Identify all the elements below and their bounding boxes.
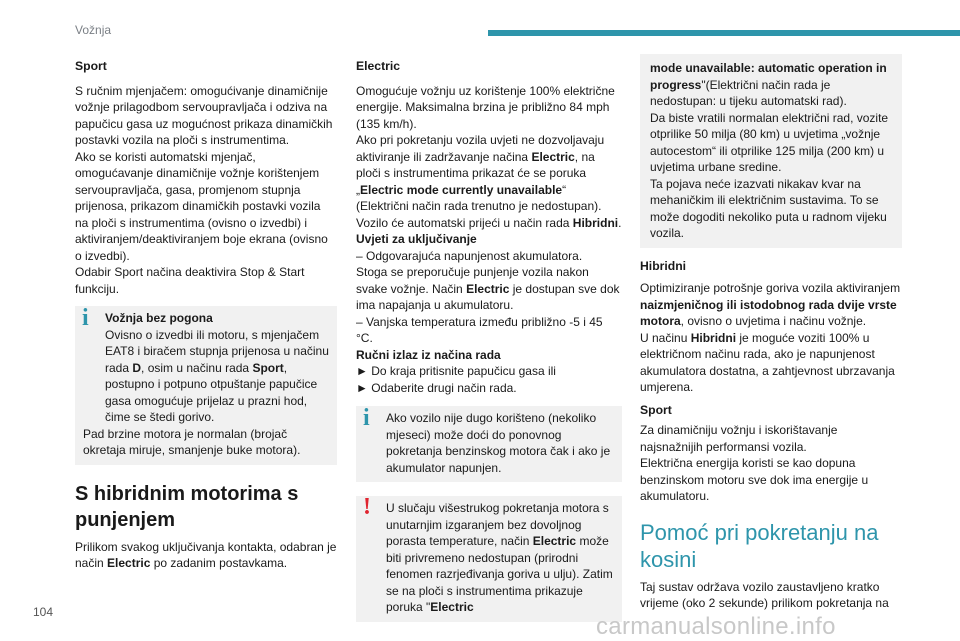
sport-paragraph-3: Odabir Sport načina deaktivira Stop & Start funkciju. [75,265,305,296]
info-box-restart-text: Ako vozilo nije dugo korišteno (nekoliko mjeseci) može doći do ponovnog pokretanja benzinskog motora čak i ako je akumulator napunjen. [386,411,611,475]
sport-paragraph-2: Ako se koristi automatski mjenjač, omogućavanje dinamičnije vožnje korištenjem servoupravljača, gasa, promjenom stupnja prijenosa, prikazom dinamičkih postavki vozila na ploči s instrumentima (ovisno o izvedbi) i aktiviranjem/deaktiviranjem boje ekrana (ovisno o izvedbi). [75,149,328,263]
column-2 [356,58,622,622]
warning-box-continued-text: mode unavailable: automatic operation in progress"(Električni način rada je nedostupan: u tijeku automatski rad). [650,61,887,108]
warning-box-electric [356,496,622,622]
hill-start-paragraph: Taj sustav održava vozilo zaustavljeno kratko vrijeme (oko 2 sekunde) prilikom pokretanja na [640,579,889,610]
info-icon: i [82,305,89,331]
condition-1-note: Stoga se preporučuje punjenje vozila nakon svake vožnje. Način Electric je dostupan sve dok ima napajanja u akumulatoru. [356,265,620,312]
hybrid-mode-paragraph-1: Optimiziranje potrošnje goriva vozila aktiviranjem naizmjeničnog ili istodobnog rada dvije vrste motora, ovisno o uvjetima i načinu vožnje. [640,281,901,328]
sport-mode-heading: Sport [640,402,672,417]
column-3 [640,54,902,612]
warning-icon: ! [363,494,371,520]
warning-box-note: Ta pojava neće izazvati nikakav kvar na mehaničkim ili električnim sustavima. To se može dogoditi nekoliko puta u radnom vijeku vozila. [650,176,887,240]
hybrid-mode-heading: Hibridni [640,258,687,273]
electric-paragraph-3: Vozilo će automatski prijeći u način rada Hibridni. [356,215,622,230]
exit-step-1: ► Do kraja pritisnite papučicu gasa ili [356,364,556,378]
page-number: 104 [33,605,54,619]
sport-heading: Sport [75,59,107,73]
sport-mode-paragraph-2: Električna energija koristi se kao dopuna benzinskom motoru sve dok ima energije u akumulatoru. [640,456,869,503]
warning-box-continued [640,54,902,248]
watermark: carmanualsonline.info [596,613,836,640]
column-1 [75,58,337,572]
info-box-coasting [75,306,337,465]
header-accent-bar [488,30,960,36]
info-box-text: Ovisno o izvedbi ili motoru, s mjenjačem EAT8 i biračem stupnja prijenosa u načinu rada D, osim u načinu rada Sport, postupno i potpuno otpuštanje papučice gasa omogućuje prijelaz u prazni hod, čime se štedi gorivo. [105,327,329,424]
electric-paragraph-1: Omogućuje vožnju uz korištenje 100% električne energije. Maksimalna brzina je približno 84 mph (135 km/h). [356,83,615,131]
condition-2: – Vanjska temperatura između približno -5 i 45 °C. [356,314,603,345]
info-icon: i [363,405,370,431]
hybrid-intro: Prilikom svakog uključivanja kontakta, odabran je način Electric po zadanim postavkama. [75,539,337,570]
exit-step-2: ► Odaberite drugi način rada. [356,380,517,395]
sport-mode-paragraph-1: Za dinamičniju vožnju i iskorištavanje najsnažnijih performansi vozila. [640,423,838,454]
conditions-heading: Uvjeti za uključivanje [356,232,477,246]
info-box-restart [356,406,622,482]
warning-box-text: U slučaju višestrukog pokretanja motora s unutarnjim izgaranjem bez dovoljnog porasta temperature, način Electric može biti privremeno nedostupan (prirodni fenomen razrjeđivanja goriva u ulju). Zatim se na ploči s instrumentima prikazuje poruka "Electric [386,501,613,614]
condition-1: – Odgovarajuća napunjenost akumulatora. [356,248,583,263]
electric-heading: Electric [356,59,401,73]
electric-paragraph-2: Ako pri pokretanju vozila uvjeti ne dozvoljavaju aktiviranje ili zadržavanje načina Electric, na ploči s instrumentima prikazat će se poruka „Electric mode currently unavailable“ (Električni način rada trenutno je nedostupan). [356,133,605,213]
info-box-title: Vožnja bez pogona [105,311,213,325]
manual-exit-heading: Ručni izlaz iz načina rada [356,347,501,362]
warning-box-advice: Da biste vratili normalan električni rad, vozite otprilike 50 milja (80 km) u uvjetima „vožnje autocestom“ ili otprilike 125 milja (200 km) u uvjetima urbane sredine. [650,110,889,174]
info-box-note: Pad brzine motora je normalan (brojač okretaja miruje, smanjenje buke motora). [83,426,301,457]
running-header: Vožnja [75,23,112,37]
sport-paragraph-1: S ručnim mjenjačem: omogućivanje dinamičnije vožnje prilagodbom servoupravljača i odziva na papučicu gasa uz mogućnost prikaza dinamičkih postavki vozila na ploči s instrumentima. [75,83,333,147]
hybrid-mode-paragraph-2: U načinu Hibridni je moguće voziti 100% u električnom načinu rada, ako je napunjenost akumulatora dostatna, a zahtjevnost ubrzavanja umjerena. [640,330,895,394]
hill-start-heading: Pomoć pri pokretanju na kosini [640,519,879,572]
hybrid-section-heading: S hibridnim motorima s punjenjem [75,482,299,531]
